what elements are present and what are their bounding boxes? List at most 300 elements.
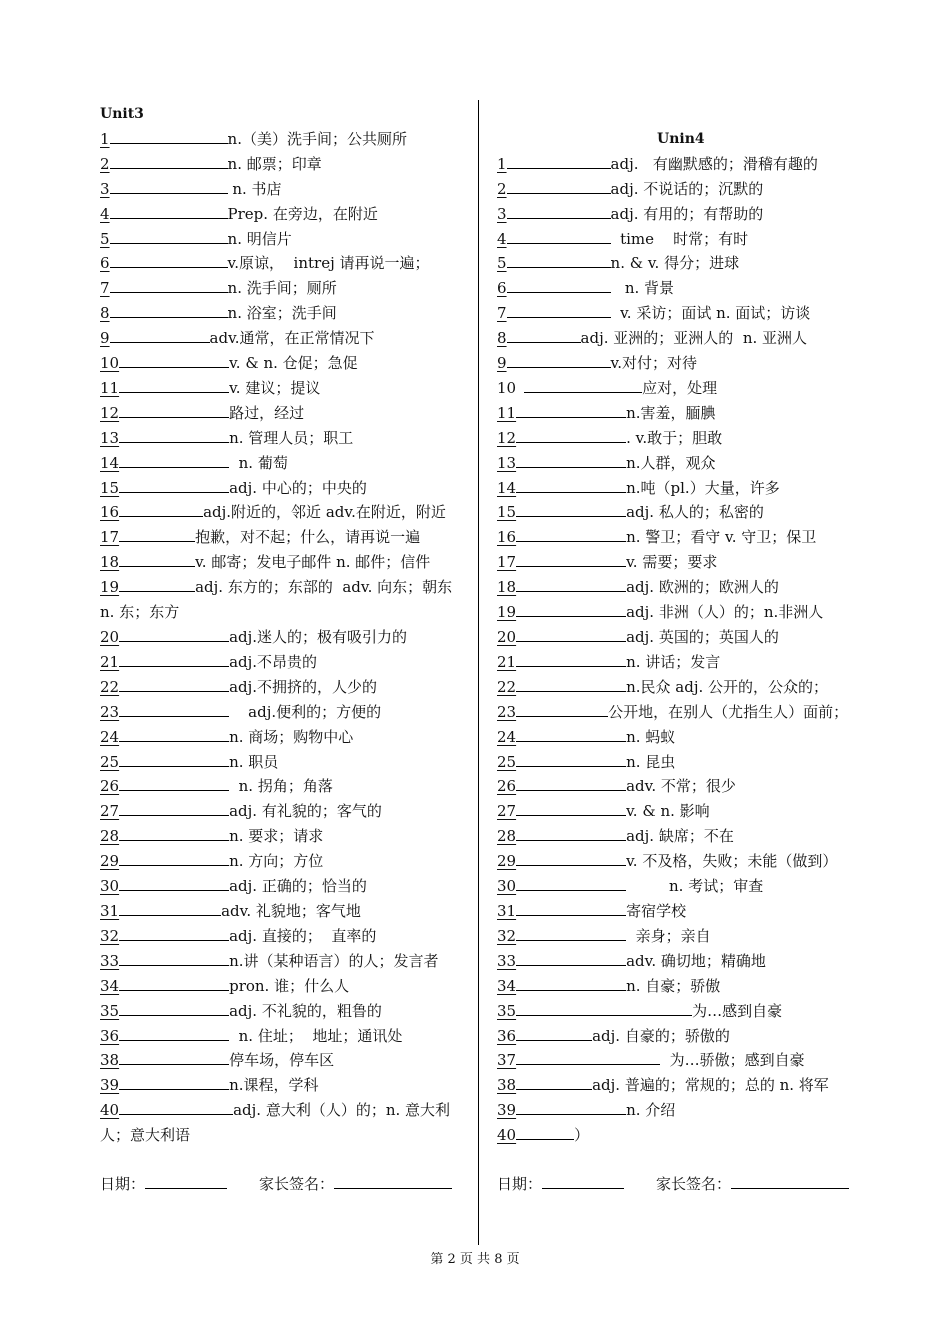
- answer-blank[interactable]: [110, 203, 228, 219]
- vocab-row: [100, 774, 466, 799]
- item-number: 26: [100, 777, 120, 796]
- definition-text: n. 警卫；看守 v. 守卫；保卫: [626, 528, 817, 547]
- item-number: 29: [497, 852, 517, 871]
- vocab-row: [100, 525, 466, 550]
- vocab-row: [100, 750, 466, 775]
- item-number: 23: [497, 702, 517, 721]
- definition-text: n.课程，学科: [229, 1076, 319, 1095]
- unit4-vocab-list: [497, 152, 869, 1148]
- vocab-row: [497, 849, 869, 874]
- unit4-title: Unin4: [657, 130, 705, 147]
- answer-blank[interactable]: [507, 178, 611, 194]
- item-number: 9: [497, 354, 507, 373]
- item-number: 23: [100, 702, 120, 721]
- answer-blank[interactable]: [110, 128, 228, 144]
- definition-text: n. 自豪；骄傲: [626, 976, 721, 995]
- answer-blank[interactable]: [516, 576, 626, 592]
- definition-text: v. 不及格，失败；未能（做到）: [626, 852, 838, 871]
- answer-blank[interactable]: [110, 153, 228, 169]
- item-number: 16: [497, 528, 517, 547]
- answer-blank[interactable]: [507, 228, 611, 244]
- item-number: 22: [497, 677, 517, 696]
- answer-blank[interactable]: [516, 526, 626, 542]
- item-number: 7: [100, 279, 110, 298]
- vocab-row: [100, 949, 466, 974]
- item-number: 32: [497, 926, 517, 945]
- answer-blank[interactable]: [516, 1000, 692, 1016]
- answer-blank[interactable]: [516, 501, 626, 517]
- answer-blank[interactable]: [516, 1025, 592, 1041]
- vocab-row: [100, 152, 466, 177]
- answer-blank[interactable]: [516, 800, 626, 816]
- answer-blank[interactable]: [516, 900, 626, 916]
- item-number: 17: [497, 553, 517, 572]
- answer-blank[interactable]: [119, 800, 229, 816]
- vocab-row: [497, 700, 869, 725]
- definition-text: adj. 普遍的；常规的；总的 n. 将军: [592, 1076, 829, 1095]
- definition-text: adv. 不常；很少: [626, 777, 736, 796]
- definition-text: 亲身；亲自: [626, 926, 711, 945]
- answer-blank[interactable]: [119, 726, 229, 742]
- vocab-row: [497, 376, 869, 401]
- item-number: 25: [100, 752, 120, 771]
- definition-text: n.害羞，腼腆: [626, 403, 716, 422]
- definition-text: n. 昆虫: [626, 752, 676, 771]
- answer-blank[interactable]: [507, 277, 611, 293]
- vocab-row: [497, 1098, 869, 1123]
- answer-blank[interactable]: [516, 676, 626, 692]
- item-number: 14: [100, 453, 120, 472]
- definition-text: time 时常；有时: [610, 229, 749, 248]
- item-number: 4: [100, 204, 110, 223]
- answer-blank[interactable]: [119, 526, 195, 542]
- vocab-row: [100, 849, 466, 874]
- vocab-row: [100, 874, 466, 899]
- answer-blank[interactable]: [119, 377, 229, 393]
- answer-blank[interactable]: [516, 1124, 574, 1140]
- answer-blank[interactable]: [119, 551, 195, 567]
- answer-blank[interactable]: [119, 352, 229, 368]
- vocab-row: [497, 476, 869, 501]
- unit4-column: [497, 102, 869, 1197]
- vocab-row: [100, 127, 466, 152]
- vocab-row: [497, 202, 869, 227]
- answer-blank[interactable]: [507, 153, 611, 169]
- item-number: 31: [100, 901, 120, 920]
- answer-blank[interactable]: [516, 975, 626, 991]
- definition-text: v.原谅， intrej 请再说一遍；: [227, 254, 430, 273]
- answer-blank[interactable]: [110, 302, 228, 318]
- definition-text: n. 邮票；印章: [227, 154, 322, 173]
- answer-blank[interactable]: [110, 277, 228, 293]
- vocab-row: [100, 725, 466, 750]
- definition-text: 停车场，停车区: [229, 1051, 335, 1070]
- item-number: 11: [497, 403, 517, 422]
- definition-text: adj. 中心的；中央的: [229, 478, 367, 497]
- vocab-row: [100, 650, 466, 675]
- item-number: 21: [497, 652, 517, 671]
- definition-text: v. 建议；提议: [229, 378, 321, 397]
- definition-text: 为…感到自豪: [692, 1001, 783, 1020]
- item-number: 11: [100, 378, 120, 397]
- unit3-vocab-list: [100, 127, 466, 1148]
- definition-text: n. 讲话；发言: [626, 652, 721, 671]
- vocab-row: [100, 351, 466, 376]
- item-number: 8: [497, 329, 507, 348]
- answer-blank[interactable]: [516, 1074, 592, 1090]
- answer-blank[interactable]: [119, 875, 229, 891]
- item-number: 34: [497, 976, 517, 995]
- vocab-row: [100, 227, 466, 252]
- definition-text: n. 浴室；洗手间: [227, 304, 337, 323]
- item-number: 1: [100, 129, 110, 148]
- unit3-title: Unit3: [100, 106, 144, 122]
- vocab-row: [497, 625, 869, 650]
- vocab-row: [497, 1048, 869, 1073]
- item-number: 39: [497, 1101, 517, 1120]
- parent-signature-label: 家长签名：: [656, 1175, 732, 1194]
- vocab-row: [100, 251, 466, 276]
- vocab-row: [497, 774, 869, 799]
- item-number: 30: [497, 877, 517, 896]
- answer-blank[interactable]: [516, 701, 608, 717]
- vocab-row: [497, 725, 869, 750]
- page-number-footer: 第 2 页 共 8 页: [430, 1252, 520, 1267]
- definition-text: adj. 自豪的；骄傲的: [592, 1026, 730, 1045]
- vocab-row: [100, 376, 466, 401]
- answer-blank[interactable]: [516, 452, 626, 468]
- vocab-row: [100, 426, 466, 451]
- item-number: 24: [497, 727, 517, 746]
- answer-blank[interactable]: [516, 775, 626, 791]
- item-number: 28: [100, 827, 120, 846]
- answer-blank[interactable]: [119, 651, 229, 667]
- definition-text: adv. 礼貌地；客气地: [221, 901, 361, 920]
- definition-text: adj. 意大利（人）的；n. 意大利人；意大利语: [100, 1101, 451, 1145]
- vocab-row: [497, 999, 869, 1024]
- answer-blank[interactable]: [119, 576, 195, 592]
- vocab-row: [497, 426, 869, 451]
- item-number: 29: [100, 852, 120, 871]
- answer-blank[interactable]: [516, 1049, 660, 1065]
- definition-text: adj. 英国的；英国人的: [626, 628, 779, 646]
- definition-text: v. & n. 仓促；急促: [229, 354, 358, 373]
- vocab-row: [100, 1073, 466, 1098]
- vocab-row: [497, 924, 869, 949]
- definition-text: . v.敢于；胆敢: [626, 428, 723, 447]
- item-number: 22: [100, 677, 120, 696]
- item-number: 9: [100, 329, 110, 348]
- item-number: 8: [100, 304, 110, 323]
- vocab-row: [100, 824, 466, 849]
- unit3-column: [100, 102, 466, 1197]
- answer-blank[interactable]: [516, 626, 626, 642]
- item-number: 17: [100, 528, 120, 547]
- answer-blank[interactable]: [507, 352, 611, 368]
- answer-blank[interactable]: [507, 302, 611, 318]
- vocab-row: [497, 251, 869, 276]
- answer-blank[interactable]: [516, 751, 626, 767]
- definition-text: adj. 有用的；有帮助的: [610, 204, 764, 223]
- definition-text: 寄宿学校: [626, 901, 687, 920]
- definition-text: n. 明信片: [227, 229, 292, 248]
- definition-text: n. & v. 得分；进球: [610, 254, 740, 273]
- definition-text: v.对付；对待: [610, 354, 698, 373]
- vocab-row: [100, 1098, 466, 1148]
- answer-blank[interactable]: [516, 825, 626, 841]
- vocab-row: [497, 152, 869, 177]
- answer-blank[interactable]: [119, 975, 229, 991]
- item-number: 33: [497, 951, 517, 970]
- item-number: 20: [100, 628, 120, 647]
- item-number: 14: [497, 478, 517, 497]
- item-number: 5: [100, 229, 110, 248]
- parent-signature-blank[interactable]: [334, 1173, 452, 1189]
- answer-blank[interactable]: [119, 775, 229, 791]
- definition-text: 公开地，在别人（尤指生人）面前；: [608, 702, 849, 721]
- answer-blank[interactable]: [516, 477, 626, 493]
- vocab-row: [497, 675, 869, 700]
- item-number: 38: [100, 1051, 120, 1070]
- date-blank[interactable]: [542, 1173, 624, 1189]
- answer-blank[interactable]: [516, 1099, 626, 1115]
- definition-text: adj. 不礼貌的，粗鲁的: [229, 1001, 382, 1020]
- definition-text: n. 书店: [227, 179, 282, 198]
- item-number: 6: [100, 254, 110, 273]
- vocab-row: [100, 625, 466, 650]
- answer-blank[interactable]: [119, 1099, 233, 1115]
- item-number: 20: [497, 628, 517, 646]
- item-number: 19: [100, 578, 120, 597]
- definition-text: 路过，经过: [229, 403, 305, 422]
- item-number: 38: [497, 1076, 517, 1095]
- item-number: 30: [100, 877, 120, 896]
- answer-blank[interactable]: [119, 701, 229, 717]
- date-label: 日期：: [100, 1175, 146, 1194]
- answer-blank[interactable]: [516, 875, 626, 891]
- item-number: 27: [100, 802, 120, 821]
- answer-blank[interactable]: [119, 751, 229, 767]
- item-number: 16: [100, 503, 120, 522]
- definition-text: n.吨（pl.）大量，许多: [626, 478, 780, 497]
- item-number: 35: [497, 1001, 517, 1020]
- item-number: 27: [497, 802, 517, 821]
- item-number: 37: [497, 1051, 517, 1070]
- definition-text: n. 洗手间；厕所: [227, 279, 337, 298]
- vocab-row: [497, 1024, 869, 1049]
- answer-blank[interactable]: [119, 427, 229, 443]
- definition-text: adj. 欧洲的；欧洲人的: [626, 578, 779, 597]
- vocab-row: [100, 500, 466, 525]
- definition-text: n. 管理人员；职工: [229, 428, 354, 447]
- answer-blank[interactable]: [516, 925, 626, 941]
- definition-text: n. 葡萄: [229, 453, 288, 472]
- parent-signature-blank[interactable]: [731, 1173, 849, 1189]
- answer-blank[interactable]: [119, 950, 229, 966]
- column-divider: [478, 100, 479, 1245]
- item-number: 26: [497, 777, 517, 796]
- vocab-row: [100, 1024, 466, 1049]
- definition-text: v. 需要；要求: [626, 553, 718, 572]
- answer-blank[interactable]: [119, 925, 229, 941]
- item-number: 18: [100, 553, 120, 572]
- answer-blank[interactable]: [516, 427, 626, 443]
- parent-signature-label: 家长签名：: [259, 1175, 335, 1194]
- answer-blank[interactable]: [119, 626, 229, 642]
- answer-blank[interactable]: [119, 1025, 229, 1041]
- item-number: 2: [100, 154, 110, 173]
- date-label: 日期：: [497, 1175, 543, 1194]
- answer-blank[interactable]: [110, 252, 228, 268]
- vocab-row: [497, 874, 869, 899]
- vocab-row: [100, 899, 466, 924]
- answer-blank[interactable]: [119, 501, 203, 517]
- definition-text: adj. 私人的；私密的: [626, 503, 764, 522]
- definition-text: adj.便利的；方便的: [229, 702, 382, 721]
- answer-blank[interactable]: [119, 402, 229, 418]
- definition-text: adv.通常，在正常情况下: [209, 329, 375, 348]
- definition-text: adj. 非洲（人）的；n.非洲人: [626, 603, 824, 622]
- definition-text: adj.不昂贵的: [229, 652, 318, 671]
- item-number: 34: [100, 976, 120, 995]
- vocab-row: [497, 401, 869, 426]
- vocab-row: [497, 1073, 869, 1098]
- definition-text: adj. 有幽默感的；滑稽有趣的: [610, 154, 818, 173]
- answer-blank[interactable]: [516, 601, 626, 617]
- vocab-row: [100, 575, 466, 625]
- definition-text: adj. 正确的；恰当的: [229, 877, 367, 896]
- answer-blank[interactable]: [110, 228, 228, 244]
- vocab-row: [100, 924, 466, 949]
- item-number: 31: [497, 901, 517, 920]
- answer-blank[interactable]: [524, 377, 642, 393]
- item-number: 25: [497, 752, 517, 771]
- item-number: 24: [100, 727, 120, 746]
- answer-blank[interactable]: [507, 327, 581, 343]
- definition-text: n. 拐角；角落: [229, 777, 333, 796]
- definition-text: n. 要求；请求: [229, 827, 324, 846]
- vocab-row: [497, 750, 869, 775]
- definition-text: n. 背景: [610, 279, 675, 298]
- definition-text: adv. 确切地；精确地: [626, 951, 766, 970]
- vocab-row: [100, 202, 466, 227]
- answer-blank[interactable]: [516, 651, 626, 667]
- answer-blank[interactable]: [119, 850, 229, 866]
- definition-text: Prep. 在旁边，在附近: [227, 204, 378, 223]
- answer-blank[interactable]: [119, 1000, 229, 1016]
- vocab-row: [100, 550, 466, 575]
- item-number: 15: [497, 503, 517, 522]
- item-number: 3: [100, 179, 110, 198]
- answer-blank[interactable]: [119, 477, 229, 493]
- item-number: 28: [497, 827, 517, 846]
- vocab-row: [497, 451, 869, 476]
- item-number: 33: [100, 951, 120, 970]
- item-number: 4: [497, 229, 507, 248]
- definition-text: n. 蚂蚁: [626, 727, 676, 746]
- vocab-row: [100, 476, 466, 501]
- definition-text: adj.不拥挤的，人少的: [229, 677, 378, 696]
- vocab-row: [100, 451, 466, 476]
- definition-text: adj.迷人的；极有吸引力的: [229, 628, 408, 647]
- item-number: 36: [497, 1026, 517, 1045]
- item-number: 3: [497, 204, 507, 223]
- vocab-row: [100, 177, 466, 202]
- unit4-signature-row: [497, 1172, 869, 1197]
- vocab-row: [100, 1048, 466, 1073]
- item-number: 5: [497, 254, 507, 273]
- definition-text: adj. 亚洲的；亚洲人的 n. 亚洲人: [580, 329, 808, 348]
- definition-text: v. & n. 影响: [626, 802, 710, 821]
- item-number: 12: [100, 403, 120, 422]
- definition-text: n.民众 adj. 公开的，公众的；: [626, 677, 829, 696]
- definition-text: 应对，处理: [642, 378, 718, 397]
- definition-text: n.（美）洗手间；公共厕所: [227, 129, 407, 148]
- vocab-row: [100, 974, 466, 999]
- definition-text: adj. 直接的； 直率的: [229, 926, 377, 945]
- definition-text: n. 职员: [229, 752, 279, 771]
- answer-blank[interactable]: [119, 452, 229, 468]
- definition-text: n.讲（某种语言）的人；发言者: [229, 951, 439, 970]
- answer-blank[interactable]: [119, 900, 221, 916]
- item-number: 36: [100, 1026, 120, 1045]
- definition-text: n. 住址； 地址；通讯处: [229, 1026, 403, 1045]
- answer-blank[interactable]: [516, 950, 626, 966]
- item-number: 13: [100, 428, 120, 447]
- vocab-row: [497, 575, 869, 600]
- date-blank[interactable]: [145, 1173, 227, 1189]
- vocab-row: [497, 276, 869, 301]
- item-number: 39: [100, 1076, 120, 1095]
- item-number: 19: [497, 603, 517, 622]
- vocab-row: [497, 550, 869, 575]
- vocab-row: [100, 301, 466, 326]
- answer-blank[interactable]: [110, 327, 210, 343]
- vocab-row: [497, 799, 869, 824]
- vocab-row: [497, 351, 869, 376]
- answer-blank[interactable]: [507, 252, 611, 268]
- answer-blank[interactable]: [119, 1049, 229, 1065]
- definition-text: v. 邮寄；发电子邮件 n. 邮件；信件: [195, 553, 431, 572]
- answer-blank[interactable]: [119, 825, 229, 841]
- item-number: 10: [100, 354, 120, 373]
- vocab-row: [100, 326, 466, 351]
- item-number: 21: [100, 652, 120, 671]
- item-number: 12: [497, 428, 517, 447]
- definition-text: v. 采访；面试 n. 面试；访谈: [610, 304, 811, 323]
- definition-text: adj. 缺席；不在: [626, 827, 734, 846]
- answer-blank[interactable]: [119, 1074, 229, 1090]
- item-number: 10: [497, 378, 517, 397]
- definition-text: pron. 谁；什么人: [229, 976, 350, 995]
- unit3-signature-row: [100, 1172, 466, 1197]
- vocab-row: [497, 899, 869, 924]
- definition-text: 抱歉，对不起；什么，请再说一遍: [195, 528, 421, 547]
- answer-blank[interactable]: [516, 551, 626, 567]
- definition-text: n. 商场；购物中心: [229, 727, 354, 746]
- item-number: 2: [497, 179, 507, 198]
- answer-blank[interactable]: [119, 676, 229, 692]
- answer-blank[interactable]: [516, 402, 626, 418]
- item-number: 15: [100, 478, 120, 497]
- answer-blank[interactable]: [516, 850, 626, 866]
- definition-text: adj. 不说话的；沉默的: [610, 179, 764, 198]
- definition-text: adj.附近的，邻近 adv.在附近，附近: [203, 503, 446, 522]
- answer-blank[interactable]: [507, 203, 611, 219]
- answer-blank[interactable]: [516, 726, 626, 742]
- definition-text: n. 方向；方位: [229, 852, 324, 871]
- answer-blank[interactable]: [110, 178, 228, 194]
